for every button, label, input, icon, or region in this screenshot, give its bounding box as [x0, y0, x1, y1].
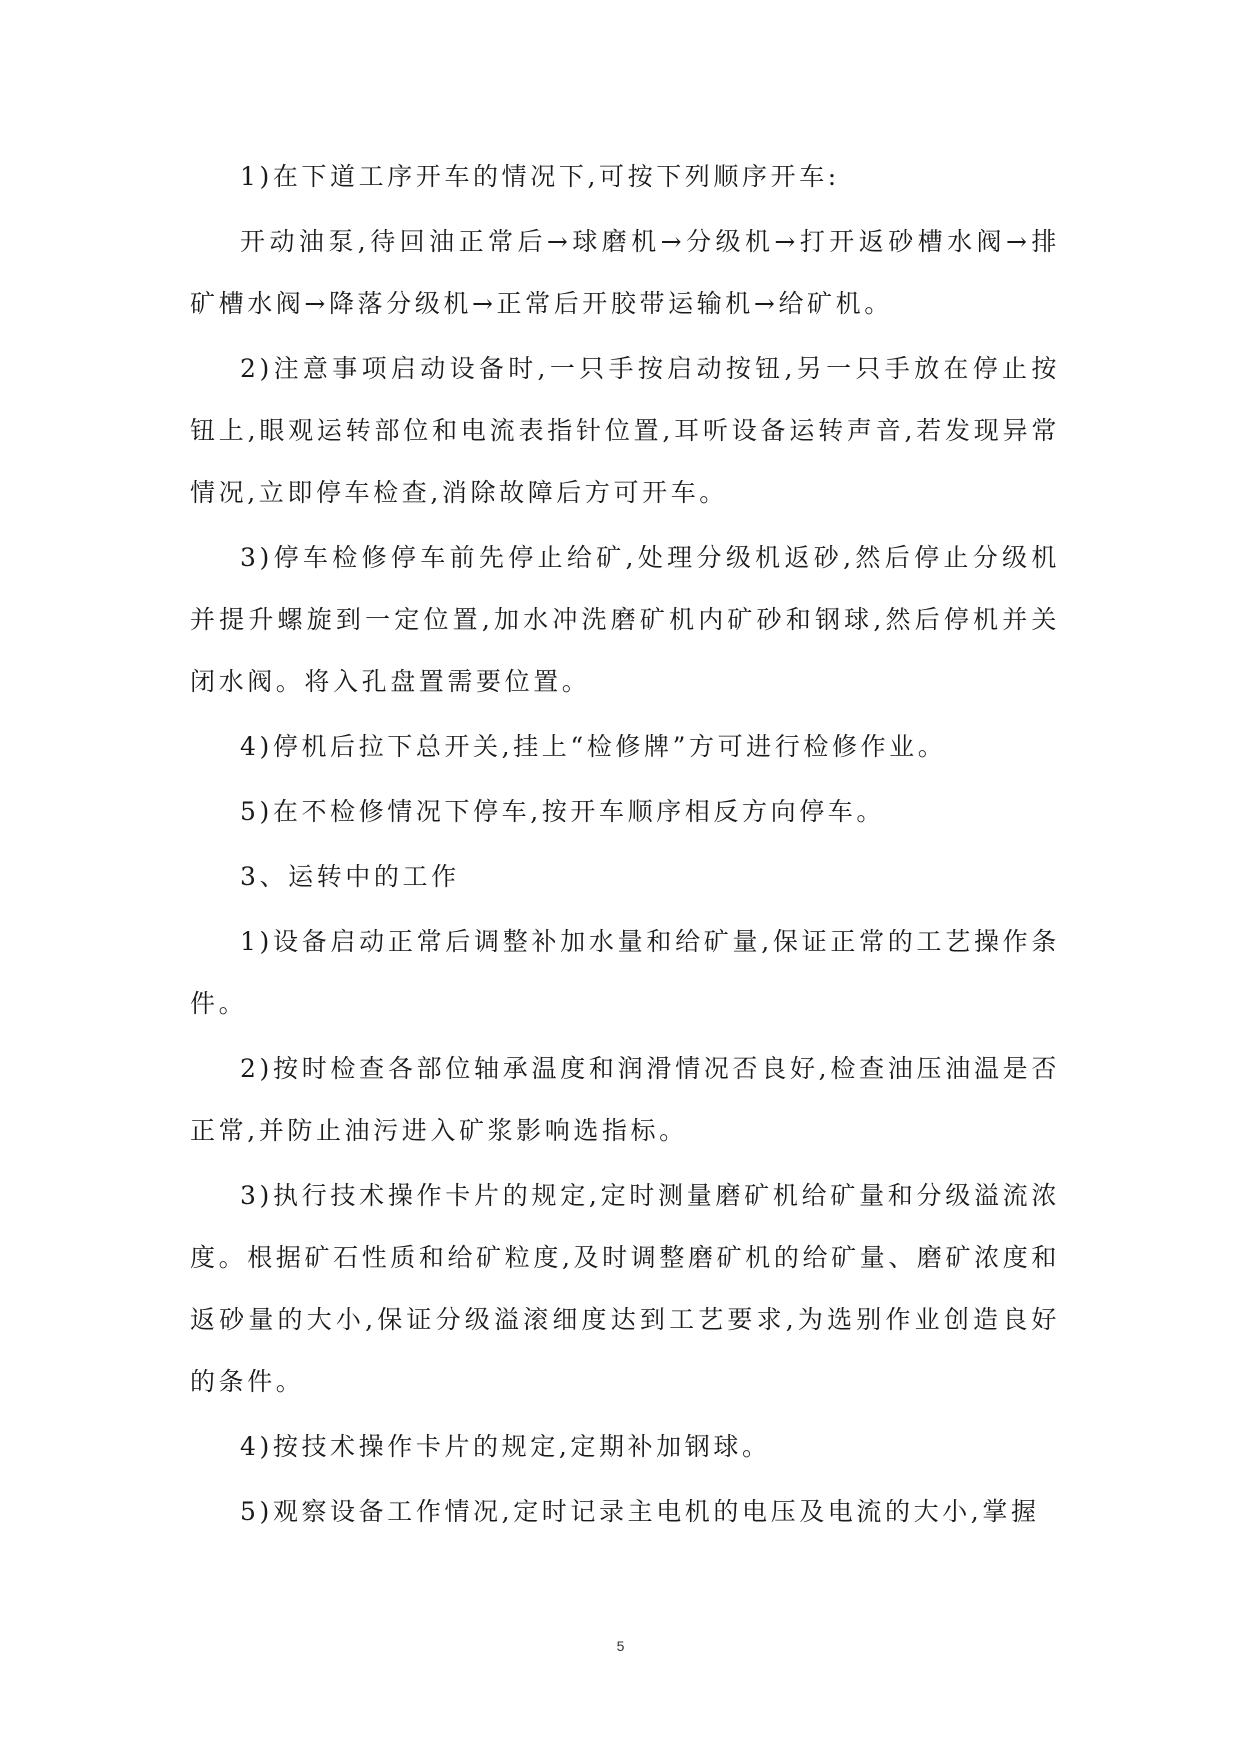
paragraph-operation-card: 3)执行技术操作卡片的规定,定时测量磨矿机给矿量和分级溢流浓度。根据矿石性质和给矿粒度,及时调整磨矿机的给矿量、磨矿浓度和返砂量的大小,保证分级溢滚细度达到工艺要求,为选别作业创造良好的条件。 — [190, 1181, 1060, 1396]
paragraph-add-steel-balls: 4)按技术操作卡片的规定,定期补加钢球。 — [240, 1432, 771, 1461]
paragraph-adjust-water-feed: 1)设备启动正常后调整补加水量和给矿量,保证正常的工艺操作条件。 — [190, 927, 1060, 1018]
paragraph-normal-stop: 5)在不检修情况下停车,按开车顺序相反方向停车。 — [240, 797, 886, 826]
page-body — [190, 146, 1060, 1546]
page-number: 5 — [616, 1638, 625, 1654]
paragraph-main-switch: 4)停机后拉下总开关,挂上“检修牌”方可进行检修作业。 — [240, 732, 947, 761]
section-heading-operation: 3、运转中的工作 — [240, 862, 460, 891]
paragraph-startup-sequence-intro: 1)在下道工序开车的情况下,可按下列顺序开车: — [240, 162, 840, 191]
paragraph-startup-precautions: 2)注意事项启动设备时,一只手按启动按钮,另一只手放在停止按钮上,眼观运转部位和电流表指针位置,耳听设备运转声音,若发现异常情况,立即停车检查,消除故障后方可开车。 — [190, 354, 1060, 507]
paragraph-observe-equipment: 5)观察设备工作情况,定时记录主电机的电压及电流的大小,掌握 — [240, 1497, 1040, 1526]
paragraph-startup-sequence-steps: 开动油泵,待回油正常后→球磨机→分级机→打开返砂槽水阀→排矿槽水阀→降落分级机→正常后开胶带运输机→给矿机。 — [190, 227, 1060, 318]
paragraph-bearing-check: 2)按时检查各部位轴承温度和润滑情况否良好,检查油压油温是否正常,并防止油污进入矿浆影响选指标。 — [190, 1054, 1060, 1145]
paragraph-shutdown-maintenance: 3)停车检修停车前先停止给矿,处理分级机返砂,然后停止分级机并提升螺旋到一定位置,加水冲洗磨矿机内矿砂和钢球,然后停机并关闭水阀。将入孔盘置需要位置。 — [190, 543, 1060, 696]
